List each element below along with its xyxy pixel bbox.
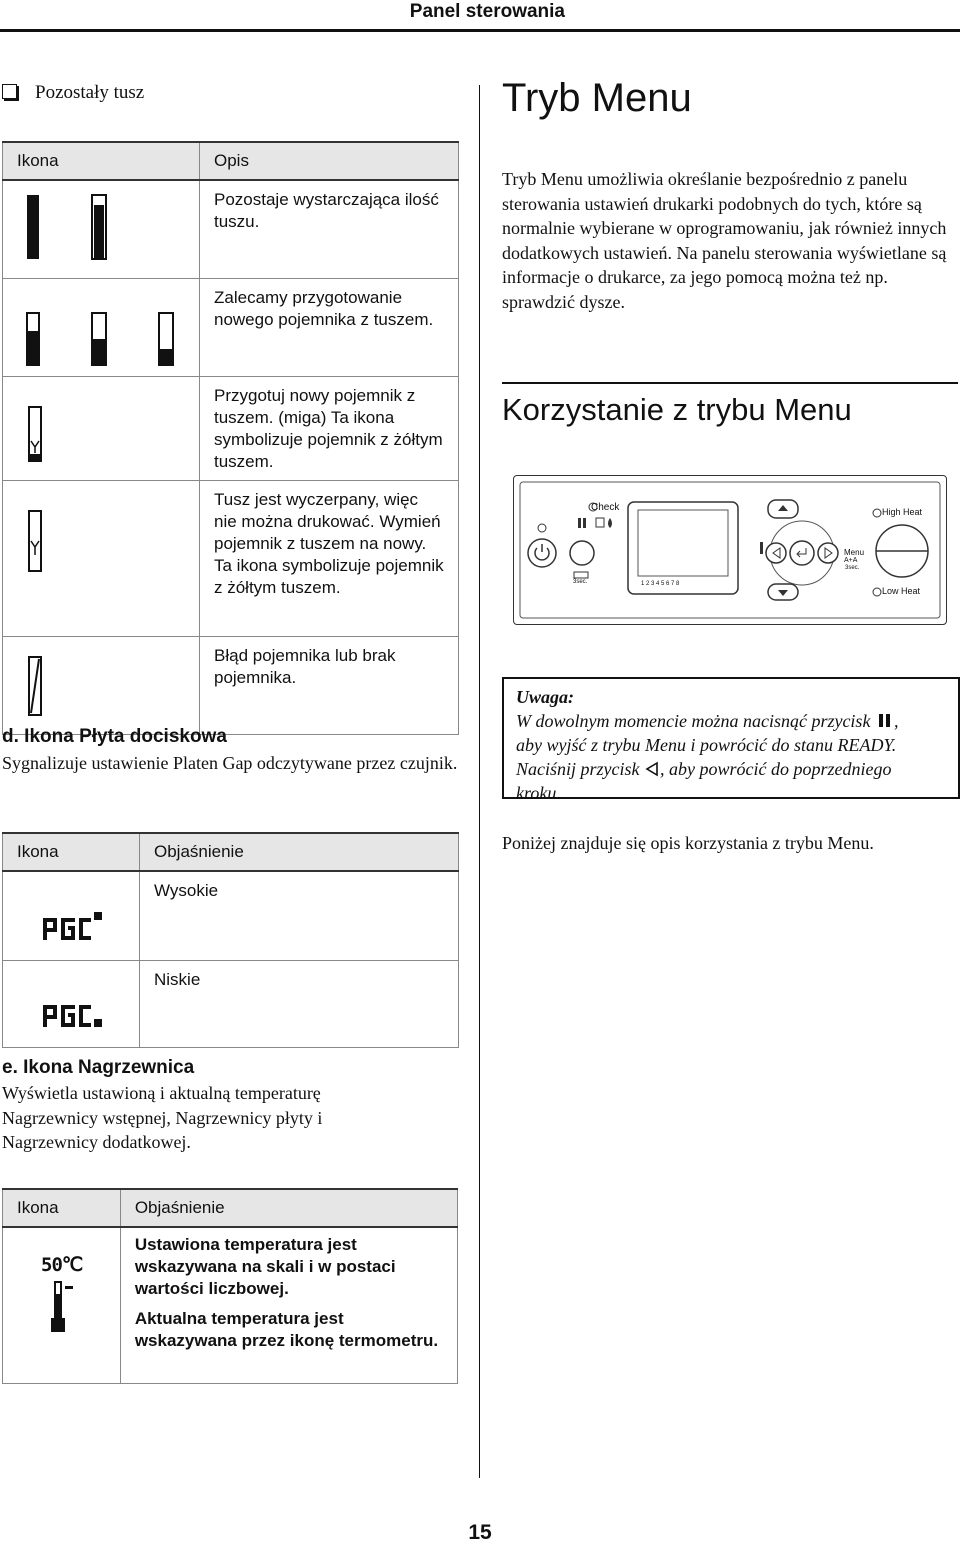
ink-full-icon bbox=[3, 181, 199, 273]
platen-gap-low-icon bbox=[3, 961, 139, 1042]
ink-desc-4: Błąd pojemnika lub brak pojemnika. bbox=[200, 637, 459, 735]
heater-table bbox=[2, 1188, 458, 1384]
ink-desc-2: Przygotuj nowy pojemnik z tuszem. (miga) Ta ikona symbolizuje pojemnik z żółtym tuszem. bbox=[200, 377, 459, 481]
ink-col-icon: Ikona bbox=[3, 142, 200, 180]
ink-table bbox=[2, 141, 459, 735]
pause-icon bbox=[877, 710, 892, 725]
note-line-1: W dowolnym momencie można nacisnąć przycisk , bbox=[516, 711, 899, 731]
panel-low-heat-label: Low Heat bbox=[882, 586, 921, 596]
heater-text: Wyświetla ustawioną i aktualną temperaturę Nagrzewnicy wstępnej, Nagrzewnicy płyty i Nagrzewnicy dodatkowej. bbox=[2, 1083, 323, 1152]
menu-intro: Tryb Menu umożliwia określanie bezpośrednio z panelu sterowania ustawień drukarki podobnych do tych, które są normalnie wybierane w oprogramowaniu, jak również innych dodatkowych ustawień. Na panelu sterowania wyświetlane są informacje o drukarce, za jego pomocą można też np. sprawdzić dysze. bbox=[502, 169, 947, 312]
panel-sec-label: 3sec. bbox=[573, 579, 588, 585]
menu-outro: Poniżej znajduje się opis korzystania z trybu Menu. bbox=[502, 833, 874, 853]
ink-low-icon bbox=[3, 279, 199, 371]
column-divider bbox=[479, 85, 480, 1478]
ink-desc-1: Zalecamy przygotowanie nowego pojemnika z tuszem. bbox=[200, 279, 459, 377]
running-header: Panel sterowania bbox=[409, 1, 565, 22]
platen-icon-high bbox=[3, 871, 140, 961]
platen-heading: d. Ikona Płyta dociskowa bbox=[2, 726, 227, 747]
section-title: Korzystanie z trybu Menu bbox=[502, 392, 852, 427]
panel-high-heat-label: High Heat bbox=[882, 507, 923, 517]
power-button-icon bbox=[528, 539, 556, 567]
platen-col-icon: Ikona bbox=[3, 833, 140, 871]
panel-check-label: Check bbox=[591, 502, 620, 513]
page-number: 15 bbox=[468, 1521, 492, 1544]
ink-empty-yellow-icon bbox=[3, 481, 199, 631]
heater-desc-2: Aktualna temperatura jest wskazywana przez ikonę termometru. bbox=[134, 1309, 439, 1350]
section-rule bbox=[502, 382, 958, 384]
panel-menu-sub-label: A+A bbox=[844, 557, 858, 564]
menu-title: Tryb Menu bbox=[502, 76, 692, 120]
platen-col-desc: Objaśnienie bbox=[140, 833, 459, 871]
panel-menu-sec-label: 3sec. bbox=[845, 565, 860, 571]
platen-desc-1: Niskie bbox=[140, 961, 459, 1048]
ink-col-desc: Opis bbox=[200, 142, 459, 180]
heater-icon-value: 50℃ bbox=[41, 1254, 83, 1276]
control-panel-svg bbox=[514, 476, 946, 624]
heater-icon-cell bbox=[3, 1227, 121, 1383]
platen-desc-0: Wysokie bbox=[140, 871, 459, 961]
platen-gap-high-icon bbox=[3, 872, 139, 955]
ink-desc-3: Tusz jest wyczerpany, więc nie można drukować. Wymień pojemnik z tuszem na nowy. Ta ikona symbolizuje pojemnik z żółtym tuszem. bbox=[200, 481, 459, 637]
left-triangle-icon bbox=[644, 759, 660, 775]
ink-icon-empty bbox=[3, 481, 200, 637]
heater-desc-cell bbox=[120, 1227, 457, 1383]
ink-icon-prepare bbox=[3, 377, 200, 481]
thermometer-icon bbox=[43, 1278, 93, 1338]
note-line-2: aby wyjść z trybu Menu i powrócić do stanu READY. bbox=[516, 735, 897, 755]
checkbox-bullet-icon bbox=[2, 84, 17, 99]
ink-error-icon bbox=[3, 637, 199, 729]
bullet-remaining-ink: Pozostały tusz bbox=[2, 82, 144, 104]
panel-digits-label: 1 2 3 4 5 6 7 8 bbox=[641, 581, 680, 587]
note-box bbox=[502, 677, 960, 803]
heater-col-icon: Ikona bbox=[3, 1189, 121, 1227]
platen-text: Sygnalizuje ustawienie Platen Gap odczytywane przez czujnik. bbox=[2, 753, 458, 773]
ink-icon-low bbox=[3, 279, 200, 377]
heater-col-desc: Objaśnienie bbox=[120, 1189, 457, 1227]
heater-desc-1: Ustawiona temperatura jest wskazywana na skali i w postaci wartości liczbowej. bbox=[134, 1235, 396, 1298]
platen-icon-low bbox=[3, 961, 140, 1048]
note-title: Uwaga: bbox=[516, 687, 574, 707]
note-line-3: Naciśnij przycisk , aby powrócić do poprzedniego bbox=[516, 759, 892, 779]
note-line-4: kroku. bbox=[516, 783, 561, 803]
ink-icon-full bbox=[3, 180, 200, 279]
panel-menu-label: Menu bbox=[844, 548, 865, 557]
ink-prepare-yellow-icon bbox=[3, 377, 199, 475]
platen-table bbox=[2, 832, 459, 1048]
control-panel-illustration bbox=[513, 475, 947, 625]
ink-desc-0: Pozostaje wystarczająca ilość tuszu. bbox=[200, 180, 459, 279]
heater-heading: e. Ikona Nagrzewnica bbox=[2, 1057, 195, 1078]
ink-icon-error bbox=[3, 637, 200, 735]
header-rule bbox=[0, 29, 960, 32]
